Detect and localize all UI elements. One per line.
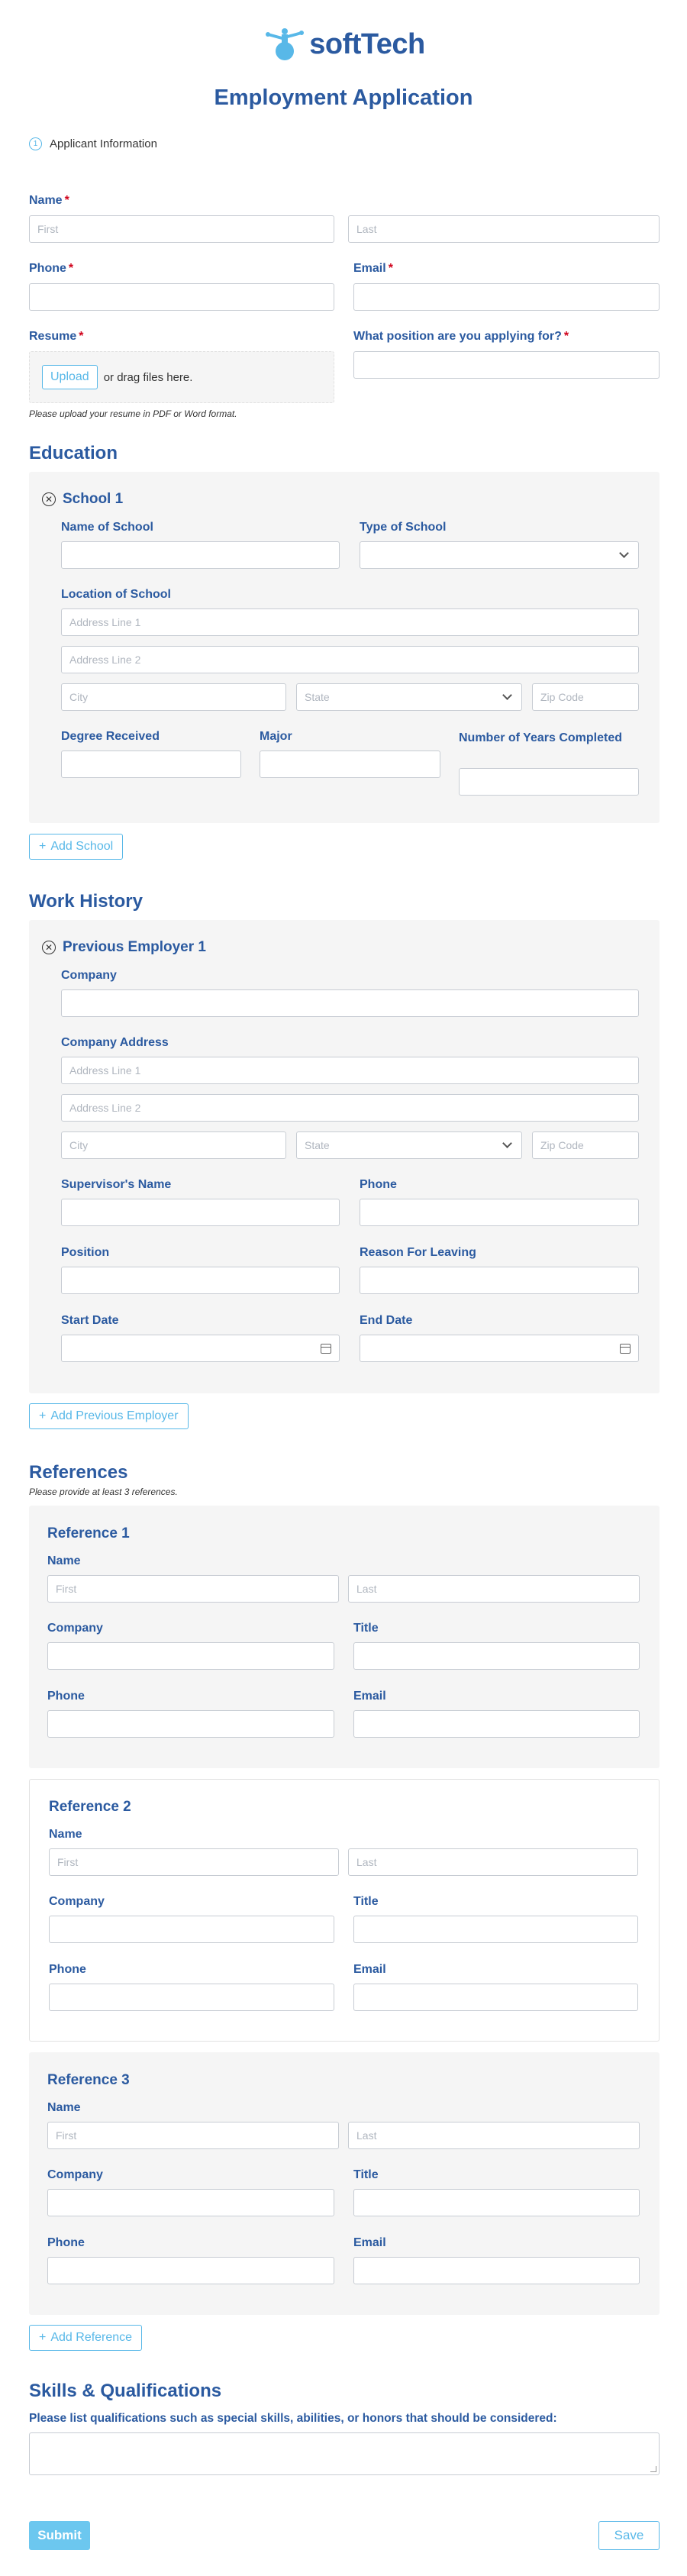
calendar-icon[interactable] — [620, 1344, 631, 1354]
school-location-label: Location of School — [61, 588, 171, 601]
reference-2-company-label: Company — [49, 1895, 105, 1908]
step-number-icon: 1 — [29, 137, 42, 150]
reference-1-phone-input[interactable] — [47, 1710, 334, 1738]
start-date-input[interactable] — [61, 1335, 340, 1362]
supervisor-label: Supervisor's Name — [61, 1178, 172, 1191]
reference-2-first-input[interactable]: First — [49, 1848, 339, 1876]
end-date-input[interactable] — [360, 1335, 639, 1362]
reference-1-email-label: Email — [353, 1690, 386, 1703]
page-title: Employment Application — [214, 86, 473, 110]
reference-3-company-label: Company — [47, 2168, 103, 2181]
employer-phone-label: Phone — [360, 1178, 397, 1191]
plus-icon: + — [39, 840, 47, 853]
chevron-down-icon — [502, 1138, 512, 1148]
company-city-input[interactable]: City — [61, 1131, 286, 1159]
skills-label: Please list qualifications such as special skills, abilities, or honors that should be considered: — [29, 2412, 557, 2425]
end-date-label: End Date — [360, 1314, 413, 1327]
reference-1-email-input[interactable] — [353, 1710, 640, 1738]
reference-3-first-input[interactable]: First — [47, 2122, 339, 2149]
calendar-icon[interactable] — [321, 1344, 331, 1354]
reference-3-title-input[interactable] — [353, 2189, 640, 2216]
references-section-title: References — [29, 1462, 128, 1483]
last-name-input[interactable]: Last — [348, 215, 660, 243]
skills-section-title: Skills & Qualifications — [29, 2381, 222, 2401]
step-indicator — [29, 137, 157, 150]
reference-2-phone-input[interactable] — [49, 1984, 334, 2011]
reference-2-company-input[interactable] — [49, 1916, 334, 1943]
school-address-line1-input[interactable]: Address Line 1 — [61, 608, 639, 636]
reference-1-title-input[interactable] — [353, 1642, 640, 1670]
reference-2-email-input[interactable] — [353, 1984, 638, 2011]
school-address-line2-input[interactable]: Address Line 2 — [61, 646, 639, 673]
reference-3-title: Reference 3 — [47, 2072, 130, 2088]
add-reference-button[interactable]: + Add Reference — [29, 2325, 142, 2351]
first-name-input[interactable]: First — [29, 215, 334, 243]
watering-can-logo-icon — [262, 24, 306, 65]
add-school-button[interactable]: + Add School — [29, 834, 123, 860]
reference-1-title: Reference 1 — [47, 1525, 130, 1541]
school-name-label: Name of School — [61, 521, 153, 534]
reason-input[interactable] — [360, 1267, 639, 1294]
references-note: Please provide at least 3 references. — [29, 1487, 178, 1497]
reference-3-last-input[interactable]: Last — [348, 2122, 640, 2149]
reference-1-first-input[interactable]: First — [47, 1575, 339, 1603]
reference-1-company-label: Company — [47, 1622, 103, 1635]
degree-label: Degree Received — [61, 730, 160, 743]
years-completed-label: Number of Years Completed — [459, 731, 622, 744]
phone-label: Phone * — [29, 262, 74, 275]
company-address-line1-input[interactable]: Address Line 1 — [61, 1057, 639, 1084]
name-label: Name * — [29, 194, 69, 207]
reference-2-last-input[interactable]: Last — [348, 1848, 638, 1876]
employer-position-label: Position — [61, 1246, 110, 1259]
company-address-label: Company Address — [61, 1036, 169, 1049]
reference-3-phone-label: Phone — [47, 2236, 85, 2249]
supervisor-input[interactable] — [61, 1199, 340, 1226]
employer-title: ✕ Previous Employer 1 — [42, 939, 206, 956]
position-label: What position are you applying for? * — [353, 330, 569, 343]
chevron-down-icon — [619, 548, 629, 558]
company-input[interactable] — [61, 989, 639, 1017]
school-type-label: Type of School — [360, 521, 447, 534]
add-employer-button[interactable]: + Add Previous Employer — [29, 1403, 189, 1429]
school-title: ✕ School 1 — [42, 491, 123, 508]
employer-phone-input[interactable] — [360, 1199, 639, 1226]
reference-2-title-input[interactable] — [353, 1916, 638, 1943]
company-address-line2-input[interactable]: Address Line 2 — [61, 1094, 639, 1122]
reference-2-title-label: Title — [353, 1895, 379, 1908]
education-section-title: Education — [29, 443, 118, 463]
email-label: Email * — [353, 262, 393, 275]
school-state-select[interactable]: State — [296, 683, 522, 711]
brand-name: softTech — [309, 27, 425, 60]
major-label: Major — [260, 730, 292, 743]
plus-icon: + — [39, 2331, 47, 2344]
work-history-section-title: Work History — [29, 891, 143, 912]
years-completed-input[interactable] — [459, 768, 639, 796]
company-zip-input[interactable]: Zip Code — [532, 1131, 639, 1159]
reference-1-company-input[interactable] — [47, 1642, 334, 1670]
email-input[interactable] — [353, 283, 660, 311]
resume-drop-zone[interactable] — [29, 351, 334, 403]
company-state-select[interactable]: State — [296, 1131, 522, 1159]
step-label: Applicant Information — [50, 137, 157, 150]
brand-logo — [0, 21, 687, 67]
resume-note: Please upload your resume in PDF or Word format. — [29, 408, 237, 419]
drag-files-text: or drag files here. — [103, 370, 193, 384]
save-button[interactable]: Save — [598, 2521, 660, 2550]
reference-3-title-label: Title — [353, 2168, 379, 2181]
reference-2-email-label: Email — [353, 1963, 386, 1976]
reference-2-name-label: Name — [49, 1828, 82, 1841]
reference-3-name-label: Name — [47, 2101, 81, 2114]
skills-textarea[interactable] — [29, 2432, 660, 2475]
reference-3-company-input[interactable] — [47, 2189, 334, 2216]
reference-1-title-label: Title — [353, 1622, 379, 1635]
major-input[interactable] — [260, 751, 440, 778]
reference-2-title: Reference 2 — [49, 1799, 131, 1815]
plus-icon: + — [39, 1409, 47, 1422]
remove-school-icon[interactable]: ✕ — [42, 492, 56, 506]
resize-handle-icon[interactable] — [650, 2466, 656, 2472]
start-date-label: Start Date — [61, 1314, 119, 1327]
school-name-input[interactable] — [61, 541, 340, 569]
reference-3-phone-input[interactable] — [47, 2257, 334, 2284]
school-city-input[interactable]: City — [61, 683, 286, 711]
reference-3-email-label: Email — [353, 2236, 386, 2249]
degree-input[interactable] — [61, 751, 241, 778]
reference-1-last-input[interactable]: Last — [348, 1575, 640, 1603]
school-type-select[interactable] — [360, 541, 639, 569]
company-label: Company — [61, 969, 117, 982]
submit-button[interactable]: Submit — [29, 2521, 90, 2550]
chevron-down-icon — [502, 690, 512, 700]
employer-position-input[interactable] — [61, 1267, 340, 1294]
reference-3-email-input[interactable] — [353, 2257, 640, 2284]
remove-employer-icon[interactable]: ✕ — [42, 941, 56, 954]
school-zip-input[interactable]: Zip Code — [532, 683, 639, 711]
upload-button[interactable]: Upload — [42, 365, 98, 389]
reference-1-phone-label: Phone — [47, 1690, 85, 1703]
reference-2-phone-label: Phone — [49, 1963, 86, 1976]
reference-1-name-label: Name — [47, 1554, 81, 1567]
phone-input[interactable] — [29, 283, 334, 311]
reason-label: Reason For Leaving — [360, 1246, 476, 1259]
position-input[interactable] — [353, 351, 660, 379]
resume-label: Resume * — [29, 330, 84, 343]
